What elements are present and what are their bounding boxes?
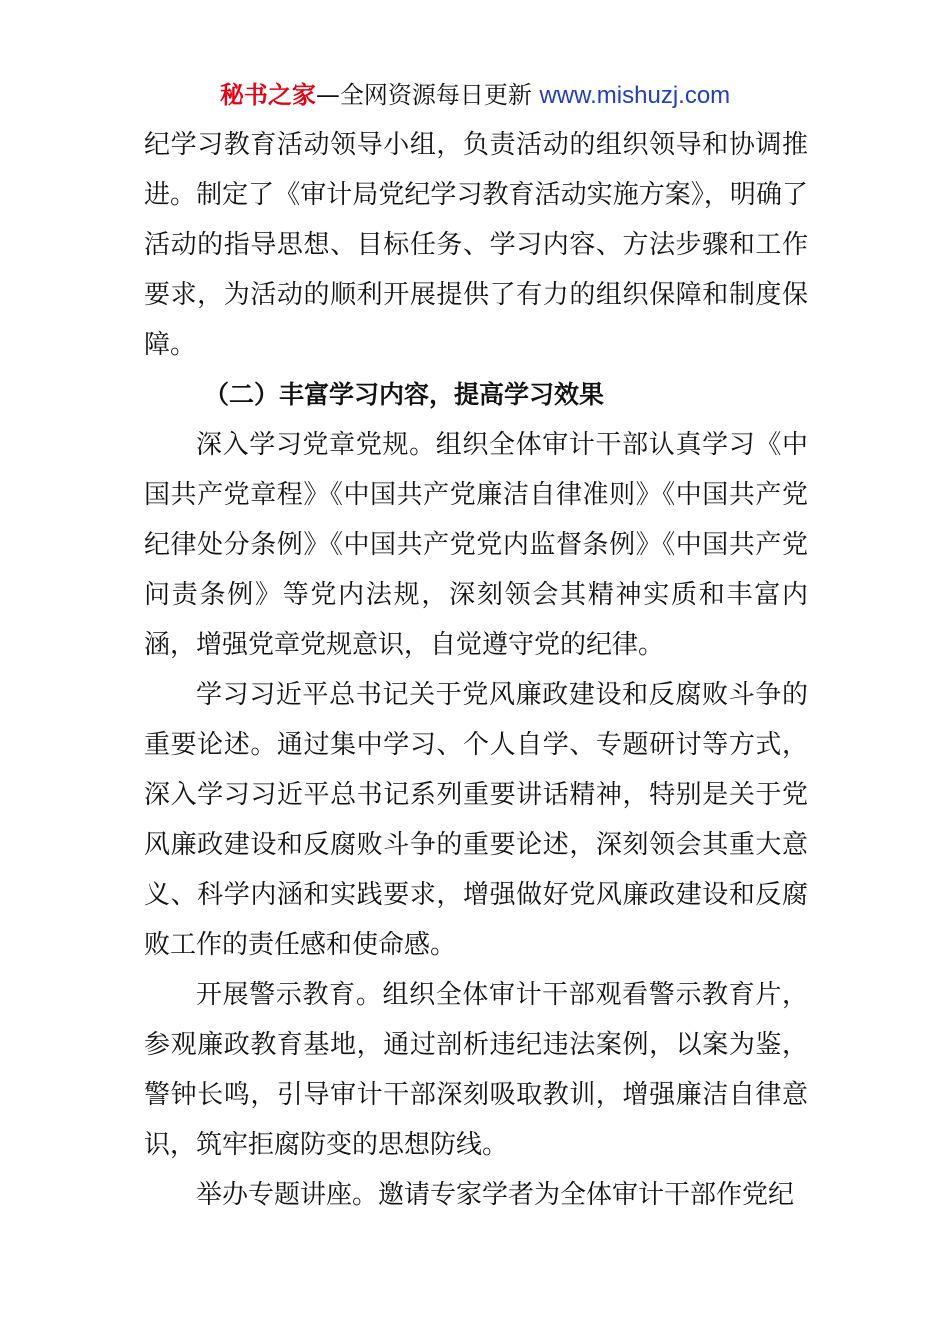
brand-name: 秘书之家 (219, 81, 316, 109)
document-body (144, 120, 808, 1220)
paragraph-important-speeches: 学习习近平总书记关于党风廉政建设和反腐败斗争的重要论述。通过集中学习、个人自学、专题研讨等方式，深入学习习近平总书记系列重要讲话精神，特别是关于党风廉政建设和反腐败斗争的重要论述，深刻领会其重大意义、科学内涵和实践要求，增强做好党风廉政建设和反腐败工作的责任感和使命感。 (144, 680, 808, 960)
section-heading: （二）丰富学习内容，提高学习效果 (204, 380, 605, 409)
paragraph-party-rules: 深入学习党章党规。组织全体审计干部认真学习《中国共产党章程》《中国共产党廉洁自律准则》《中国共产党纪律处分条例》《中国共产党党内监督条例》《中国共产党问责条例》等党内法规，深刻领会其精神实质和丰富内涵，增强党章党规意识，自觉遵守党的纪律。 (144, 430, 808, 660)
header-slogan: —全网资源每日更新 (315, 81, 540, 109)
paragraph-warning-education: 开展警示教育。组织全体审计干部观看警示教育片，参观廉政教育基地，通过剖析违纪违法案例，以案为鉴，警钟长鸣，引导审计干部深刻吸取教训，增强廉洁自律意识，筑牢拒腐防变的思想防线。 (144, 980, 808, 1160)
paragraph-continuation: 纪学习教育活动领导小组，负责活动的组织领导和协调推进。制定了《审计局党纪学习教育活动实施方案》，明确了活动的指导思想、目标任务、学习内容、方法步骤和工作要求，为活动的顺利开展提供了有力的组织保障和制度保障。 (144, 130, 808, 360)
site-url-link[interactable]: www.mishuzj.com (539, 82, 731, 109)
site-header (0, 78, 950, 113)
paragraph-lectures: 举办专题讲座。邀请专家学者为全体审计干部作党纪 (196, 1180, 795, 1210)
